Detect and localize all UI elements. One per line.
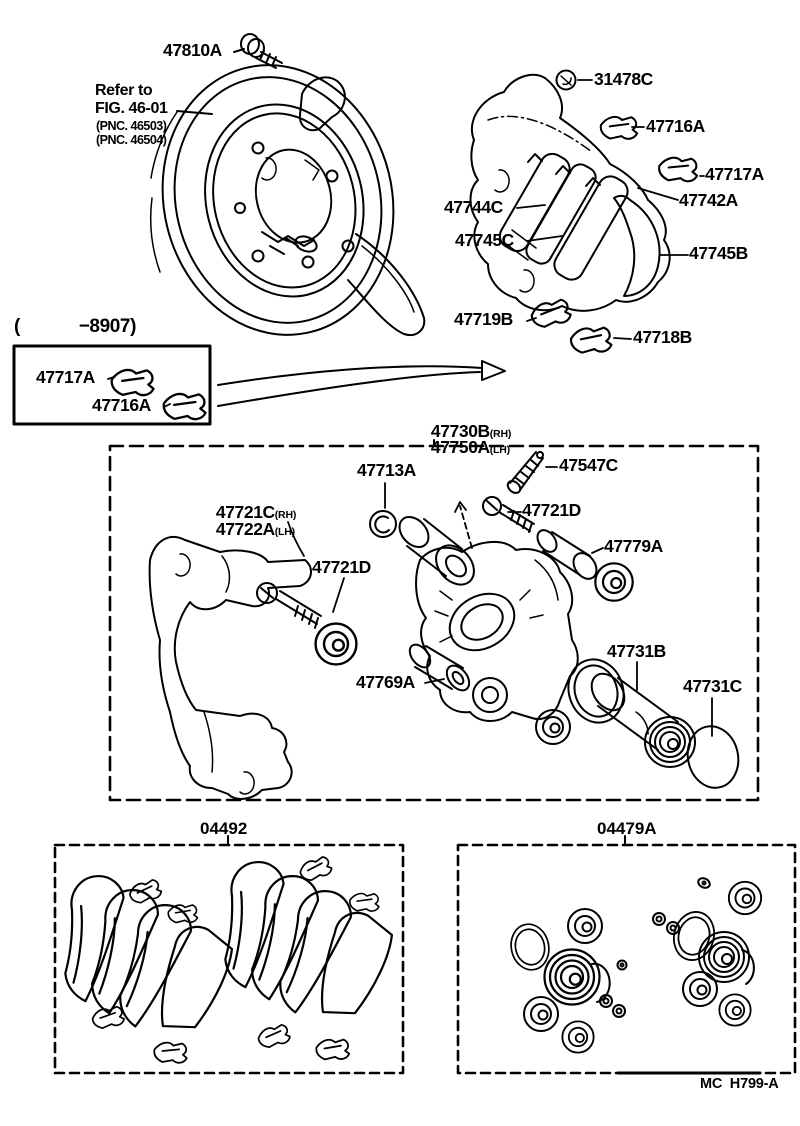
note-pnc-1: (PNC. 46503) [96,119,167,133]
part-label-bleeder: 47547C [559,455,618,475]
insert-arrow [455,502,472,548]
cap-art [370,511,396,537]
legacy-range-label [14,317,136,336]
note-refer-line1: Refer to [95,82,153,99]
part-label-bush: 47769A [356,672,415,692]
part-label-clip1: 47716A [646,116,705,136]
part-label-bolt: 47810A [163,40,222,60]
arrow-icon [218,361,505,406]
part-label-bracket-rh: 47721C(RH) [215,501,297,522]
screw-icon [557,71,576,90]
clip-icon [162,390,208,423]
part-label-legacy-clip-upper: 47717A [36,367,95,387]
note-refer-line2: FIG. 46-01 [95,100,168,117]
bolt-icon [241,34,282,68]
piston-seal-icon [682,721,744,792]
part-label-shim-outer: 47745B [689,243,748,263]
clip-icon [110,366,156,399]
part-label-pin-left: 47721D [312,557,371,577]
bleeder-icon [505,452,543,495]
part-label-plate-lower: 47719B [454,309,513,329]
guide-tube-art [394,511,482,592]
backing-plate-art [134,40,424,359]
bushing-icon [316,624,357,665]
clip-icon [657,153,700,185]
part-label-cyl-boot: 47731B [607,641,666,661]
leader-fig-note [177,111,212,114]
kit-label-ticks [228,836,625,845]
part-label-cap: 47713A [357,460,416,480]
legacy-range-open: ( [14,316,20,337]
part-label-pad-outer: 47742A [679,190,738,210]
part-label-plate-upper: 47718B [633,327,692,347]
slide-pin-left-art [257,583,321,628]
figure-code: MC H799-A [700,1076,779,1092]
pin-boot-art [534,527,602,584]
assembly-label-rh: 47730B(RH) [430,420,512,441]
part-label-bracket-lh: 47722A(LH) [215,518,295,539]
piston-art [560,652,695,767]
pad-kit-art [63,856,397,1066]
bushing-icon [595,563,632,600]
torque-plate-art [150,537,311,799]
leader-pin-left [333,578,344,612]
part-label-clip2: 47717A [705,164,764,184]
caliper-assembly-art [471,75,670,311]
clip-icon [570,325,612,354]
part-label-piston-seal: 47731C [683,676,742,696]
part-label-pin-boot: 47779A [604,536,663,556]
part-label-pad-inner: 47744C [444,197,503,217]
clip-icon [530,299,571,328]
note-pnc-2: (PNC. 46504) [96,133,167,147]
legacy-range-value: −8907) [78,316,136,337]
kit-label-pads: 04492 [200,819,248,838]
kit-label-seals: 04479A [597,819,657,838]
part-label-pin-right: 47721D [522,500,581,520]
part-label-screw: 31478C [594,69,653,89]
caliper-body-art [416,542,578,721]
bushing-icon [536,710,570,744]
assembly-label-lh: 47750A(LH) [430,436,510,457]
part-label-shim-inner: 47745C [455,230,514,250]
seal-kit-art [507,876,761,1052]
leader-pin-boot [592,548,603,553]
part-label-legacy-clip-lower: 47716A [92,395,151,415]
